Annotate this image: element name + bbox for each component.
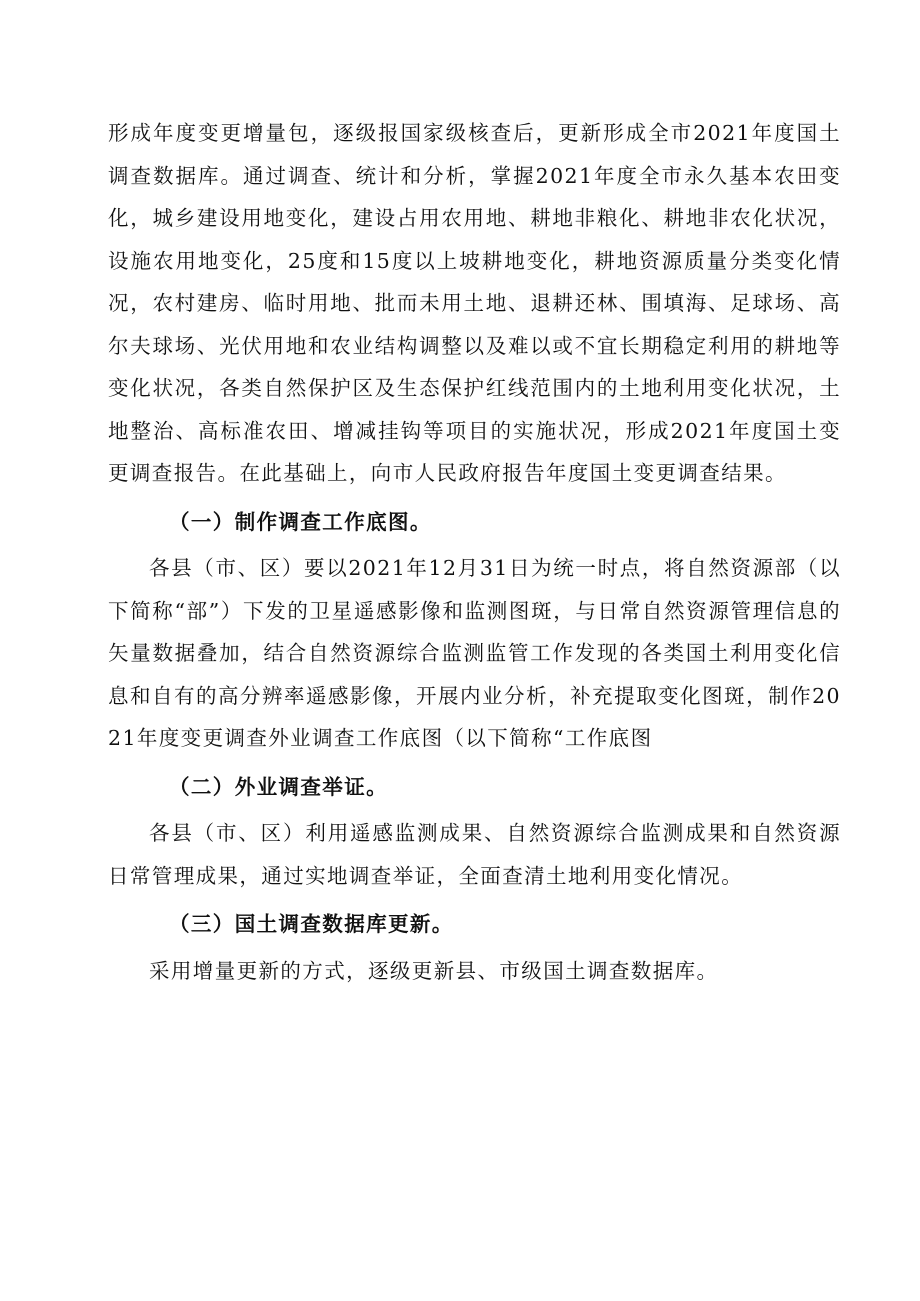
document-body: [108, 112, 841, 992]
intro-paragraph: 形成年度变更增量包，逐级报国家级核查后，更新形成全市2021年度国土调查数据库。通过调查、统计和分析，掌握2021年度全市永久基本农田变化，城乡建设用地变化，建设占用农用地、耕地非粮化、耕地非农化状况，设施农用地变化，25度和15度以上坡耕地变化，耕地资源质量分类变化情况，农村建房、临时用地、批而未用土地、退耕还林、围填海、足球场、高尔夫球场、光伏用地和农业结构调整以及难以或不宜长期稳定利用的耕地等变化状况，各类自然保护区及生态保护红线范围内的土地利用变化状况，土地整治、高标准农田、增减挂钩等项目的实施状况，形成2021年度国土变更调查报告。在此基础上，向市人民政府报告年度国土变更调查结果。: [108, 121, 841, 485]
section-1-heading: （一）制作调查工作底图。: [169, 509, 432, 534]
section-2-heading: （二）外业调查举证。: [169, 774, 388, 799]
section-3-paragraph: 采用增量更新的方式，逐级更新县、市级国土调查数据库。: [149, 958, 719, 983]
section-1-paragraph: 各县（市、区）要以2021年12月31日为统一时点，将自然资源部（以下简称“部”）下发的卫星遥感影像和监测图斑，与日常自然资源管理信息的矢量数据叠加，结合自然资源综合监测监管工作发现的各类国土利用变化信息和自有的高分辨率遥感影像，开展内业分析，补充提取变化图斑，制作2021年度变更调查外业调查工作底图（以下简称“工作底图: [108, 556, 841, 750]
section-2-paragraph: 各县（市、区）利用遥感监测成果、自然资源综合监测成果和自然资源日常管理成果，通过实地调查举证，全面查清土地利用变化情况。: [108, 821, 841, 888]
section-3-heading: （三）国土调查数据库更新。: [169, 912, 454, 936]
